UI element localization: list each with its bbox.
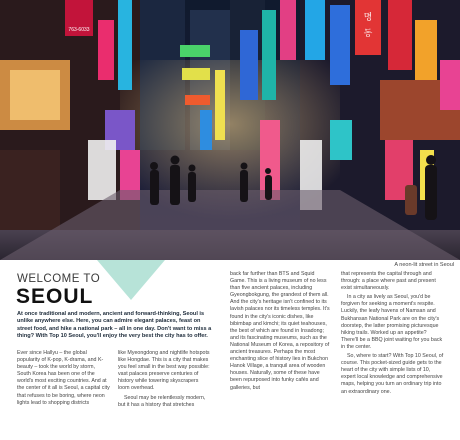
body-column-3 [230,271,330,394]
sign-text: 763-6033 [68,27,90,33]
body-column-4 [341,271,444,398]
sign-text: 명 [363,13,373,23]
body-paragraph: Ever since Hallyu – the global popularity of K-pop, K-drama, and K-beauty – took the world by storm, South Korea has been one of the world's most exciting countries. And at the center of it all is Seoul, a capital city that refuses to be boring, where neon lights lead to shopping districts [17,350,110,406]
intro-paragraph: At once traditional and modern, ancient and forward-thinking, Seoul is unlike anywhere else. Here, you can admire elegant palaces, feast on street food, and hike a national park – all in one day. Don't want to miss a thing? With Top 10 Seoul, you'll enjoy the very best the city has to offer. [17,311,212,340]
body-paragraph: back far further than BTS and Squid Game. This is a living museum of no less than five ancient palaces, including Gyeongbokgung, the grandest of them all. And the city's heritage isn't confined to its lavish palaces nor its timeless temples. It's found in the city's iconic dishes, like bibimbap and kimchi; its quiet teahouses, the best of which are found in Insadong; and its fascinating museums, such as the National Museum of Korea, a repository of ancient treasures. Perhaps the most enchanting slice of history lies in Bukchon Hanok Village, a tranquil area of wooden houses. Naturally, some of these have been repurposed into funky cafés and galleries, but [230,271,330,391]
body-paragraph: Seoul may be relentlessly modern, but it has a history that stretches [118,394,206,408]
accent-chevron [97,260,165,300]
sign-text: 동 [363,29,373,39]
body-paragraph: that represents the capital through and through: a place where past and present exist simultaneously. [341,271,436,292]
body-column-2 [118,350,211,411]
body-paragraph: So, where to start? With Top 10 Seoul, of course. This pocket-sized guide gets to the heart of the city with simple lists of 10, expert local knowledge and comprehensive maps, helping you turn an ordinary trip into an extraordinary one. [341,353,444,395]
body-paragraph: In a city as lively as Seoul, you'd be forgiven for seeking a moment's respite. Luckily, the leafy havens of Namsan and Bukhansan National Park are on the city's doorstep, the latter promising picturesque hiking trails. Worked up an appetite? There'll be a BBQ joint waiting for you back in the center. [341,294,443,350]
body-column-1 [17,350,110,409]
page-title: SEOUL [16,285,94,308]
welcome-label: WELCOME TO [17,273,101,285]
body-paragraph: like Myeongdong and nightlife hotspots like Hongdae. This is a city that makes you feel small in the best way possible: vast palaces preserve centuries of history while towering skyscrapers loom overhead. [118,350,210,392]
photo-caption: A neon-lit street in Seoul [394,262,454,268]
